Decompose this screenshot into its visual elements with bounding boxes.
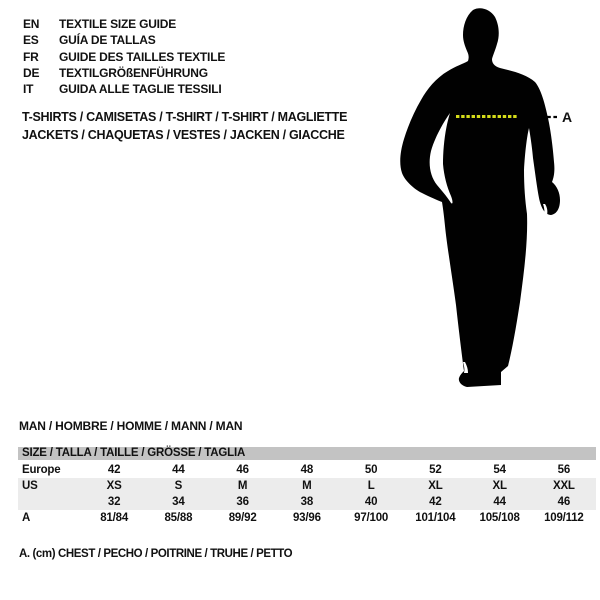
size-cell: L — [367, 480, 375, 492]
lang-title: GUÍA DE TALLAS — [59, 33, 156, 48]
row-label-blank — [18, 494, 82, 510]
size-cell: XL — [492, 480, 507, 492]
lang-title: GUIDA ALLE TAGLIE TESSILI — [59, 82, 222, 97]
size-table — [18, 447, 596, 526]
size-cell: 81/84 — [100, 512, 129, 524]
lang-title: TEXTILGRÖßENFÜHRUNG — [59, 65, 208, 80]
size-cell: 46 — [557, 496, 571, 508]
size-cell: 44 — [493, 496, 506, 508]
size-cell: 85/88 — [164, 512, 193, 524]
table-row-europe — [18, 462, 596, 478]
size-cell: M — [237, 480, 248, 492]
size-cell: 109/112 — [544, 512, 584, 524]
size-cell: 32 — [107, 496, 121, 508]
size-cell: 54 — [493, 464, 506, 476]
row-label-a: A — [22, 512, 31, 524]
table-row-us — [18, 478, 596, 494]
size-cell: 97/100 — [354, 512, 389, 524]
size-cell: 44 — [172, 464, 185, 476]
size-cell: XXL — [552, 480, 575, 492]
lang-code: ES — [23, 33, 39, 48]
row-label-europe: Europe — [22, 464, 61, 476]
size-cell: M — [302, 480, 312, 492]
lang-title: TEXTILE SIZE GUIDE — [59, 17, 177, 31]
section-heading-man: MAN / HOMBRE / HOMME / MANN / MAN — [19, 419, 243, 433]
size-cell: 52 — [429, 464, 442, 476]
size-cell: S — [174, 480, 183, 492]
size-cell: 93/96 — [292, 512, 321, 524]
size-cell: XS — [106, 480, 122, 492]
size-cell: 48 — [300, 464, 314, 476]
man-silhouette — [400, 8, 560, 387]
lang-title: GUIDE DES TAILLES TEXTILE — [59, 49, 226, 64]
size-cell: 34 — [172, 496, 185, 508]
row-label-us: US — [22, 480, 38, 492]
lang-code: DE — [23, 65, 40, 80]
table-row-chest-a — [18, 510, 596, 526]
size-cell: 56 — [557, 464, 571, 476]
table-row-us-numeric — [18, 494, 596, 510]
size-cell: 38 — [300, 496, 314, 508]
size-cell: 46 — [236, 464, 249, 476]
lang-code: FR — [23, 49, 39, 64]
size-table-header: SIZE / TALLA / TAILLE / GRÖSSE / TAGLIA — [18, 447, 596, 460]
category-line-jackets: JACKETS / CHAQUETAS / VESTES / JACKEN / GIACCHE — [22, 127, 345, 142]
size-cell: 101/104 — [415, 512, 456, 524]
size-cell: 42 — [429, 496, 442, 508]
category-line-tshirts: T-SHIRTS / CAMISETAS / T-SHIRT / T-SHIRT / MAGLIETTE — [22, 110, 348, 124]
size-cell: 42 — [107, 464, 121, 476]
size-cell: 36 — [236, 496, 249, 508]
size-cell: 105/108 — [479, 512, 520, 524]
size-cell: 50 — [364, 464, 378, 476]
size-cell: 89/92 — [228, 512, 257, 524]
size-cell: XL — [428, 480, 443, 492]
lang-code: EN — [23, 17, 40, 31]
lang-code: IT — [23, 82, 34, 97]
size-cell: 40 — [364, 496, 378, 508]
measurement-footnote: A. (cm) CHEST / PECHO / POITRINE / TRUHE / PETTO — [19, 548, 293, 560]
measure-label-a: A — [562, 109, 572, 125]
